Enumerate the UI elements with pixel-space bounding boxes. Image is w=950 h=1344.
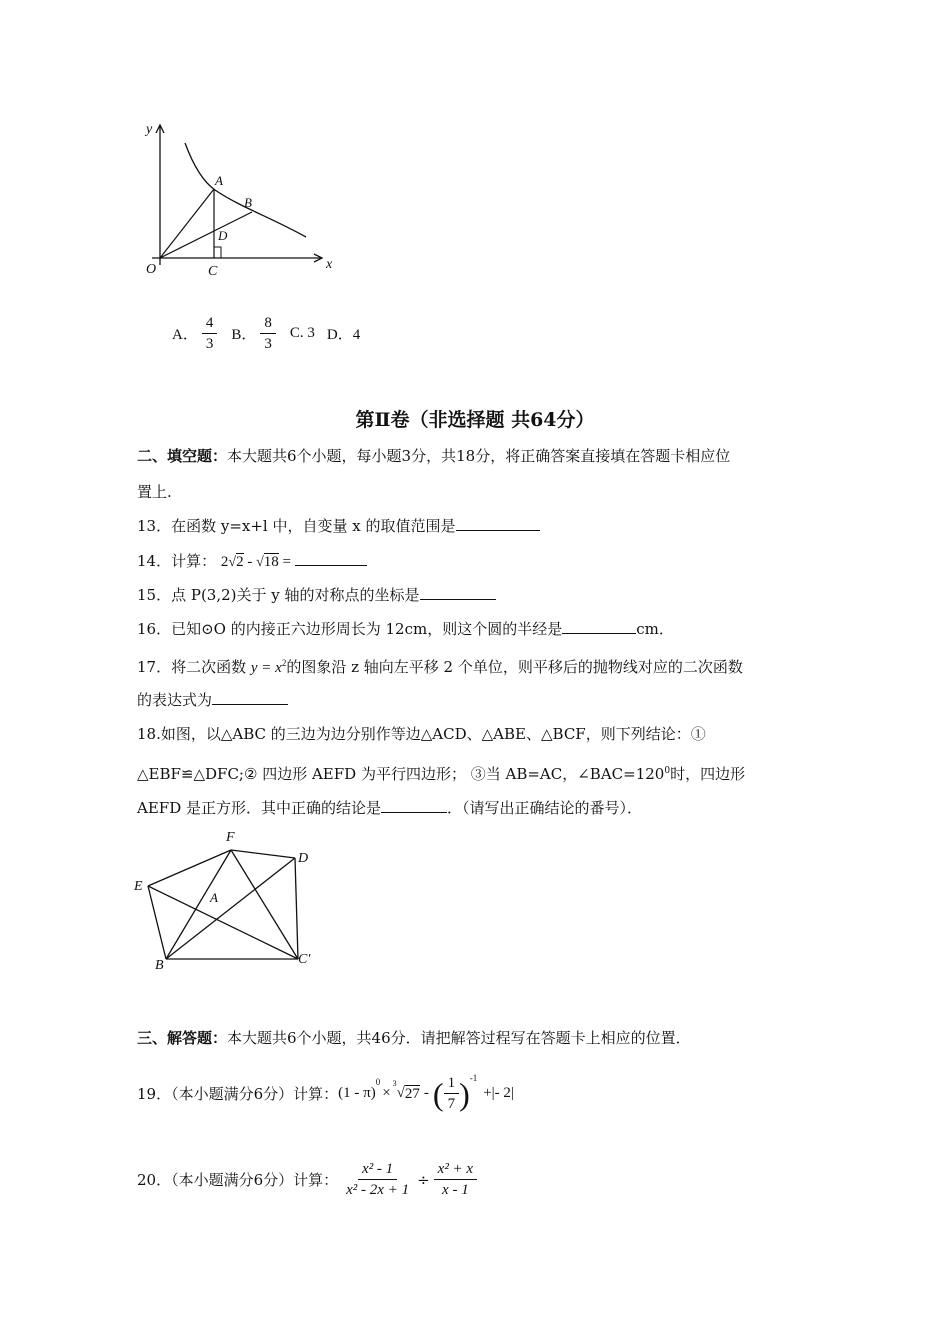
q19-frac-num: 1 [444, 1073, 460, 1094]
q19-exp-neg1: -1 [469, 1073, 478, 1083]
option-a-num: 4 [202, 313, 218, 334]
label-e: E [134, 879, 143, 894]
label-y: y [146, 122, 153, 137]
segment-ob [160, 212, 252, 258]
q18-line-2: △EBF≌△DFC;② 四边形 AEFD 为平行四边形； ③当 AB=AC，∠BAC=120 [137, 765, 665, 783]
q18-line-2b: 时，四边形 [670, 765, 746, 783]
q17-expr: y = x [250, 660, 282, 676]
q19-tail: +|- 2| [483, 1085, 514, 1101]
q20 [137, 1159, 481, 1200]
q20-divide: ÷ [417, 1170, 430, 1189]
q19-fraction [444, 1073, 460, 1114]
q17-text-a: 17．将二次函数 [137, 658, 247, 676]
section2-intro-cont: 置上. [137, 483, 172, 501]
segment-bf [166, 850, 231, 959]
segment-fd [231, 850, 295, 858]
option-c: C. 3 [289, 325, 315, 341]
hyperbola-curve [185, 143, 306, 237]
q20-f1-num: x² - 1 [358, 1159, 397, 1180]
q17-text-b: 的图象沿 z 轴向左平移 2 个单位，则平移后的抛物线对应的二次函数 [286, 658, 743, 676]
q19-prefix: 19．（本小题满分6分）计算： [137, 1085, 339, 1103]
segment-eb [148, 886, 166, 959]
q15-text: 15．点 P(3,2)关于 y 轴的对称点的坐标是 [137, 586, 420, 604]
q19-expression: (1 - π) $^0$ × $^3$ √ 27 - ( $\frac{1}{7}$ ) $^{-1}$ +|- 2| [338, 1073, 514, 1112]
q18-line-3b: ．（请写出正确结论的番号）． [447, 799, 643, 817]
q13-text: 13．在函数 y=x+l 中，自变量 x 的取值范围是 [137, 517, 456, 535]
q17-blank [212, 690, 288, 705]
q20-fraction-2 [434, 1159, 477, 1200]
label-c2: C' [298, 952, 311, 967]
q19-root-index: 3 [392, 1079, 397, 1088]
q14-radicand-2: 18 [263, 554, 279, 570]
section2-title: 第Ⅱ卷（非选择题 共64分） [355, 409, 595, 431]
q14-expression: 2√2 - √18 = [220, 554, 295, 570]
option-a-den: 3 [205, 336, 214, 352]
q14-coef: 2 [220, 554, 229, 570]
segment-bd [166, 858, 295, 959]
q16-unit: cm． [636, 620, 674, 638]
q20-fraction-1 [342, 1159, 413, 1200]
q16-text: 16．已知⊙O 的内接正六边形周长为 12cm，则这个圆的半经是 [137, 620, 563, 638]
option-b-num: 8 [260, 313, 276, 334]
q19-minus: - [423, 1085, 429, 1101]
q20-f2-num: x² + x [434, 1159, 477, 1180]
section2-intro: 本大题共6个小题，每小题3分，共18分，将正确答案直接填在答题卡相应位 [227, 447, 731, 465]
q17-expression: $y = x^2$ [250, 658, 287, 676]
right-angle-mark [214, 247, 221, 258]
q19-exp0: 0 [375, 1077, 381, 1087]
label-d: D [218, 228, 228, 243]
label-b: B [244, 195, 252, 210]
q19-term1: (1 - π) [338, 1085, 376, 1101]
label-a2: A [210, 890, 218, 905]
option-a-label: A． [172, 327, 198, 343]
label-o: O [146, 262, 157, 277]
q19-radicand: 27 [404, 1085, 420, 1102]
segment-oa [160, 189, 214, 258]
q19 [137, 1073, 514, 1114]
q17-text-c: 的表达式为 [137, 691, 213, 709]
q14-prefix: 14．计算： [137, 552, 217, 570]
q18-blank [381, 798, 447, 813]
figure-hyperbola [130, 115, 350, 285]
label-c: C [208, 264, 218, 279]
q14-radicand-1: 2 [236, 554, 244, 570]
label-x: x [326, 257, 333, 272]
q15-blank [420, 585, 496, 600]
option-b-den: 3 [264, 336, 272, 352]
option-d: D．4 [326, 327, 361, 343]
option-b-label: B． [231, 327, 257, 343]
q13-blank [456, 516, 540, 531]
label-a: A [215, 173, 223, 188]
section2-heading: 二、填空题： [137, 447, 228, 465]
section3-heading: 三、解答题： [137, 1029, 228, 1047]
q16-blank [562, 619, 636, 634]
q19-times: × [382, 1085, 391, 1101]
q20-f1-den: x² - 2x + 1 [346, 1182, 410, 1198]
label-b2: B [155, 958, 164, 973]
label-f: F [226, 830, 235, 845]
figure-triangles [128, 826, 328, 976]
segment-dc [295, 858, 298, 959]
q18-line-1: 18.如图，以△ABC 的三边为边分别作等边△ACD、△ABE、△BCF，则下列结论：① [137, 725, 706, 743]
q20-prefix: 20．（本小题满分6分）计算： [137, 1171, 339, 1189]
q19-frac-den: 7 [447, 1096, 456, 1112]
segment-ef [148, 850, 231, 886]
q20-f2-den: x - 1 [442, 1182, 469, 1198]
q18-line-3a: AEFD 是正方形．其中正确的结论是 [137, 799, 381, 817]
option-b-fraction [260, 313, 276, 354]
label-d2: D [298, 851, 309, 866]
option-a-fraction [202, 313, 218, 354]
q14-blank [295, 551, 367, 566]
section3-intro: 本大题共6个小题，共46分．请把解答过程写在答题卡上相应的位置． [227, 1029, 691, 1047]
q12-options [172, 313, 360, 354]
